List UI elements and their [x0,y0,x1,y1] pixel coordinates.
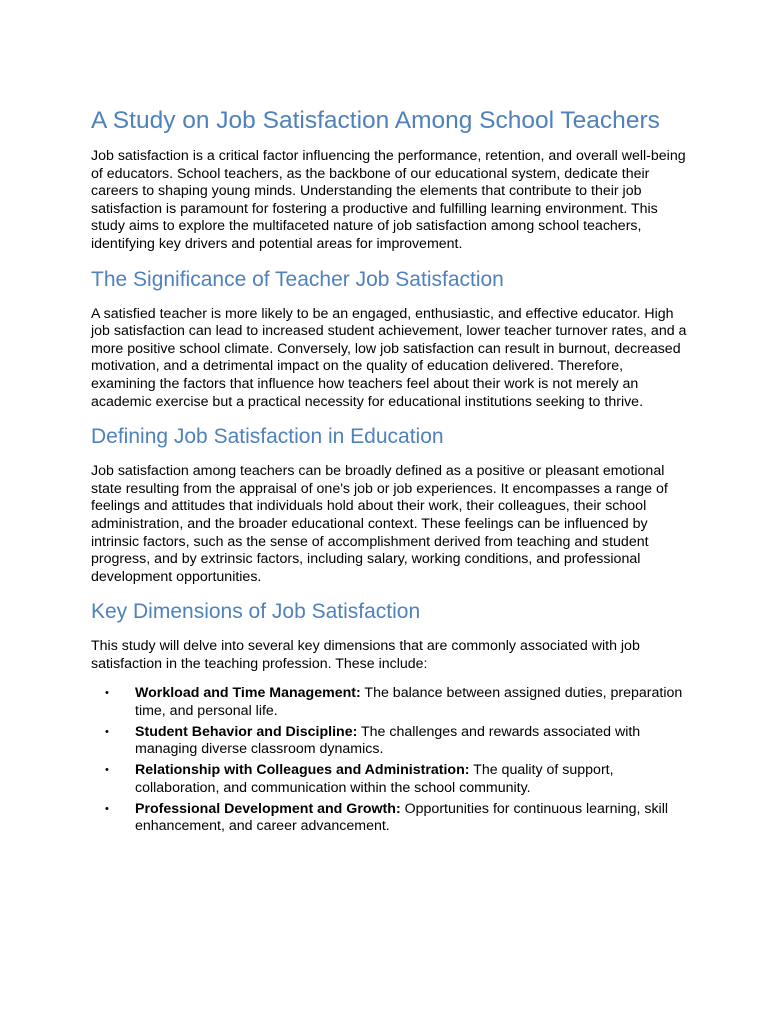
dimensions-list [91,685,691,835]
list-item-text: The balance between assigned duties, preparation time, and personal life. [135,685,683,720]
section-body-significance: A satisfied teacher is more likely to be an engaged, enthusiastic, and effective educator. High job satisfaction can lead to increased student achievement, lower teacher turnover rates, and a more positive school climate. Conversely, low job satisfaction can result in burnout, decreased motivation, and a detrimental impact on the quality of education delivered. Therefore, examining the factors that influence how teachers feel about their work is not merely an academic exercise but a practical necessity for educational institutions seeking to thrive. [91,305,687,410]
list-item-text: The challenges and rewards associated with managing diverse classroom dynamics. [135,723,641,758]
section-body-definition: Job satisfaction among teachers can be broadly defined as a positive or pleasant emotional state resulting from the appraisal of one's job or job experiences. It encompasses a range of feelings and attitudes that individuals hold about their work, their colleagues, their school administration, and the broader educational context. These feelings can be influenced by intrinsic factors, such as the sense of accomplishment derived from teaching and student progress, and by extrinsic factors, including salary, working conditions, and professional development opportunities. [91,463,668,585]
section-heading-dimensions: Key Dimensions of Job Satisfaction [91,600,421,624]
list-item-term: Professional Development and Growth: [135,800,401,817]
list-item-term: Student Behavior and Discipline: [135,723,358,740]
list-item-text: Opportunities for continuous learning, skill enhancement, and career advancement. [135,800,669,835]
bullet-icon: • [105,687,109,700]
bullet-icon: • [105,764,109,777]
section-heading-definition: Defining Job Satisfaction in Education [91,425,444,449]
list-item [91,801,691,836]
section-heading-significance: The Significance of Teacher Job Satisfaction [91,267,504,291]
list-item [91,724,691,759]
list-item-term: Relationship with Colleagues and Administration: [135,762,470,779]
section-body-dimensions: This study will delve into several key dimensions that are commonly associated with job satisfaction in the teaching profession. These include: [91,638,640,672]
bullet-icon: • [105,725,109,738]
intro-paragraph: Job satisfaction is a critical factor influencing the performance, retention, and overall well-being of educators. School teachers, as the backbone of our educational system, dedicate their careers to shaping young minds. Understanding the elements that contribute to their job satisfaction is paramount for fostering a productive and fulfilling learning environment. This study aims to explore the multifaceted nature of job satisfaction among school teachers, identifying key drivers and potential areas for improvement. [91,148,686,252]
list-item-text: The quality of support, collaboration, and communication within the school community. [135,762,614,796]
bullet-icon: • [105,802,109,815]
document-page [91,106,691,839]
document-title: A Study on Job Satisfaction Among School Teachers [91,107,660,134]
list-item [91,762,691,797]
list-item [91,685,691,720]
list-item-term: Workload and Time Management: [135,685,361,702]
